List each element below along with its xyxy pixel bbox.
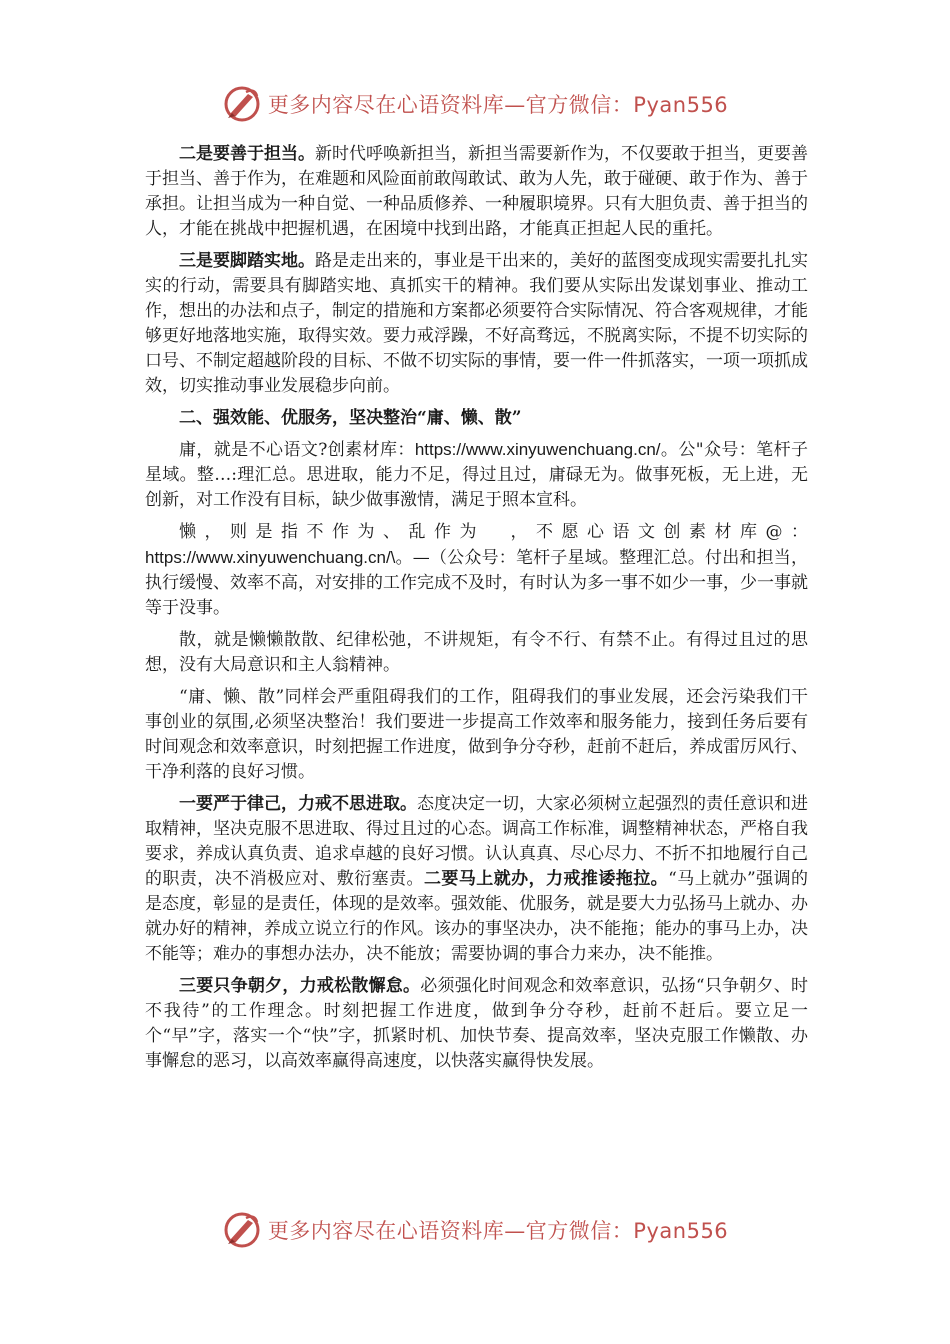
footer-banner [0, 1208, 950, 1252]
paragraph-text: 庸，就是不心语文?创素材库： [179, 440, 415, 460]
paragraph-lan [145, 520, 808, 621]
banner-text: 更多内容尽在心语资料库—官方微信：Pyan556 [267, 93, 729, 117]
paragraph-text: 路是走出来的，事业是干出来的，美好的蓝图变成现实需要扎扎实实的行动，需要具有脚踏实地、真抓实干的精神。我们要从实际出发谋划事业、推动工作，想出的办法和点子，制定的措施和方案都必须要符合实际情况、符合客观规律，才能够更好地落地实施，取得实效。要力戒浮躁，不好高骛远，不脱离实际，不提不切实际的口号、不制定超越阶段的目标、不做不切实际的事情，要一件一件抓落实，一项一项抓成效，切实推动事业发展稳步向前。 [145, 251, 808, 396]
paragraph-san: 散，就是懒懒散散、纪律松弛，不讲规矩，有令不行、有禁不止。有得过且过的思想，没有大局意识和主人翁精神。 [145, 630, 808, 675]
website-link: https://www.xinyuwenchuang.cn/\ [145, 548, 396, 567]
paragraph-responsibility [145, 142, 808, 242]
paragraph-down-to-earth [145, 249, 808, 399]
section-heading: 二、强效能、优服务，坚决整治“庸、懒、散” [179, 408, 522, 428]
paragraph-summary: “庸、懒、散”同样会严重阻碍我们的工作，阻碍我们的事业发展，还会污染我们干事创业的氛围,必须坚决整治！我们要进一步提高工作效率和服务能力，接到任务后要有时间观念和效率意识，时刻把握工作进度，做到争分夺秒，赶前不赶后，养成雷厉风行、干净利落的良好习惯。 [145, 687, 808, 782]
paragraph-text: “马上就办”强调的是态度，彰显的是责任，体现的是效率。强效能、优服务，就是要大力弘扬马上就办、办就办好的精神，养成立说立行的作风。该办的事坚决办，决不能拖；能办的事马上办，决不能等；难办的事想办法办，决不能放；需要协调的事合力来办，决不能推。 [145, 869, 809, 964]
paragraph-lead: 三要只争朝夕，力戒松散懈怠。 [179, 976, 421, 996]
pen-circle-logo-icon [222, 84, 262, 124]
paragraph-text: 懒，则是指不作为、乱作为 ，不愿心语文创素材库@： [179, 522, 808, 542]
paragraph-text: 。公"众号：笔杆子星域。整…:理汇总。思进取，能力不足，得过且过，庸碌无为。做事死板，无上进，无创新，对工作没有目标，缺少做事激情，满足于照本宣科。 [145, 440, 808, 510]
paragraph-text: 新时代呼唤新担当，新担当需要新作为，不仅要敢于担当，更要善于担当、善于作为，在难题和风险面前敢闯敢试、敢为人先，敢于碰硬、敢于作为、善于承担。让担当成为一种自觉、一种品质修养、一种履职境界。只有大胆负责、善于担当的人，才能在挑战中把握机遇，在困境中找到出路，才能真正担起人民的重托。 [145, 144, 808, 239]
paragraph-yong [145, 437, 808, 513]
header-banner [0, 82, 950, 126]
paragraph-lead: 二要马上就办，力戒推诿拖拉。 [424, 869, 669, 889]
document-body [145, 142, 808, 1081]
paragraph-text: 。—（公众号：笔杆子星域。整理汇总。付出和担当，执行缓慢、效率不高，对安排的工作完成不及时，有时认为多一事不如少一事，少一事就等于没事。 [145, 548, 808, 618]
paragraph-text: 态度决定一切，大家必须树立起强烈的责任意识和进取精神，坚决克服不思进取、得过且过的心态。调高工作标准，调整精神状态，严格自我要求，养成认真负责、追求卓越的良好习惯。认认真真、尽心尽力、不折不扣地履行自己的职责，决不消极应对、敷衍塞责。 [145, 794, 808, 889]
pen-circle-logo-icon [222, 1210, 262, 1250]
website-link: https://www.xinyuwenchuang.cn/ [414, 440, 661, 459]
paragraph-lead: 二是要善于担当。 [179, 144, 315, 164]
paragraph-self-discipline [145, 792, 808, 967]
paragraph-lead: 三是要脚踏实地。 [179, 251, 315, 271]
paragraph-text: 必须强化时间观念和效率意识，弘扬“只争朝夕、时不我待”的工作理念。时刻把握工作进度，做到争分夺秒，赶前不赶后。要立足一个“早”字，落实一个“快”字，抓紧时机、加快节奏、提高效率，坚决克服工作懒散、办事懈怠的恶习，以高效率赢得高速度，以快落实赢得快发展。 [145, 976, 808, 1071]
banner-text: 更多内容尽在心语资料库—官方微信：Pyan556 [267, 1219, 729, 1243]
paragraph-seize-the-day [145, 974, 808, 1074]
paragraph-lead: 一要严于律己，力戒不思进取。 [179, 794, 417, 814]
